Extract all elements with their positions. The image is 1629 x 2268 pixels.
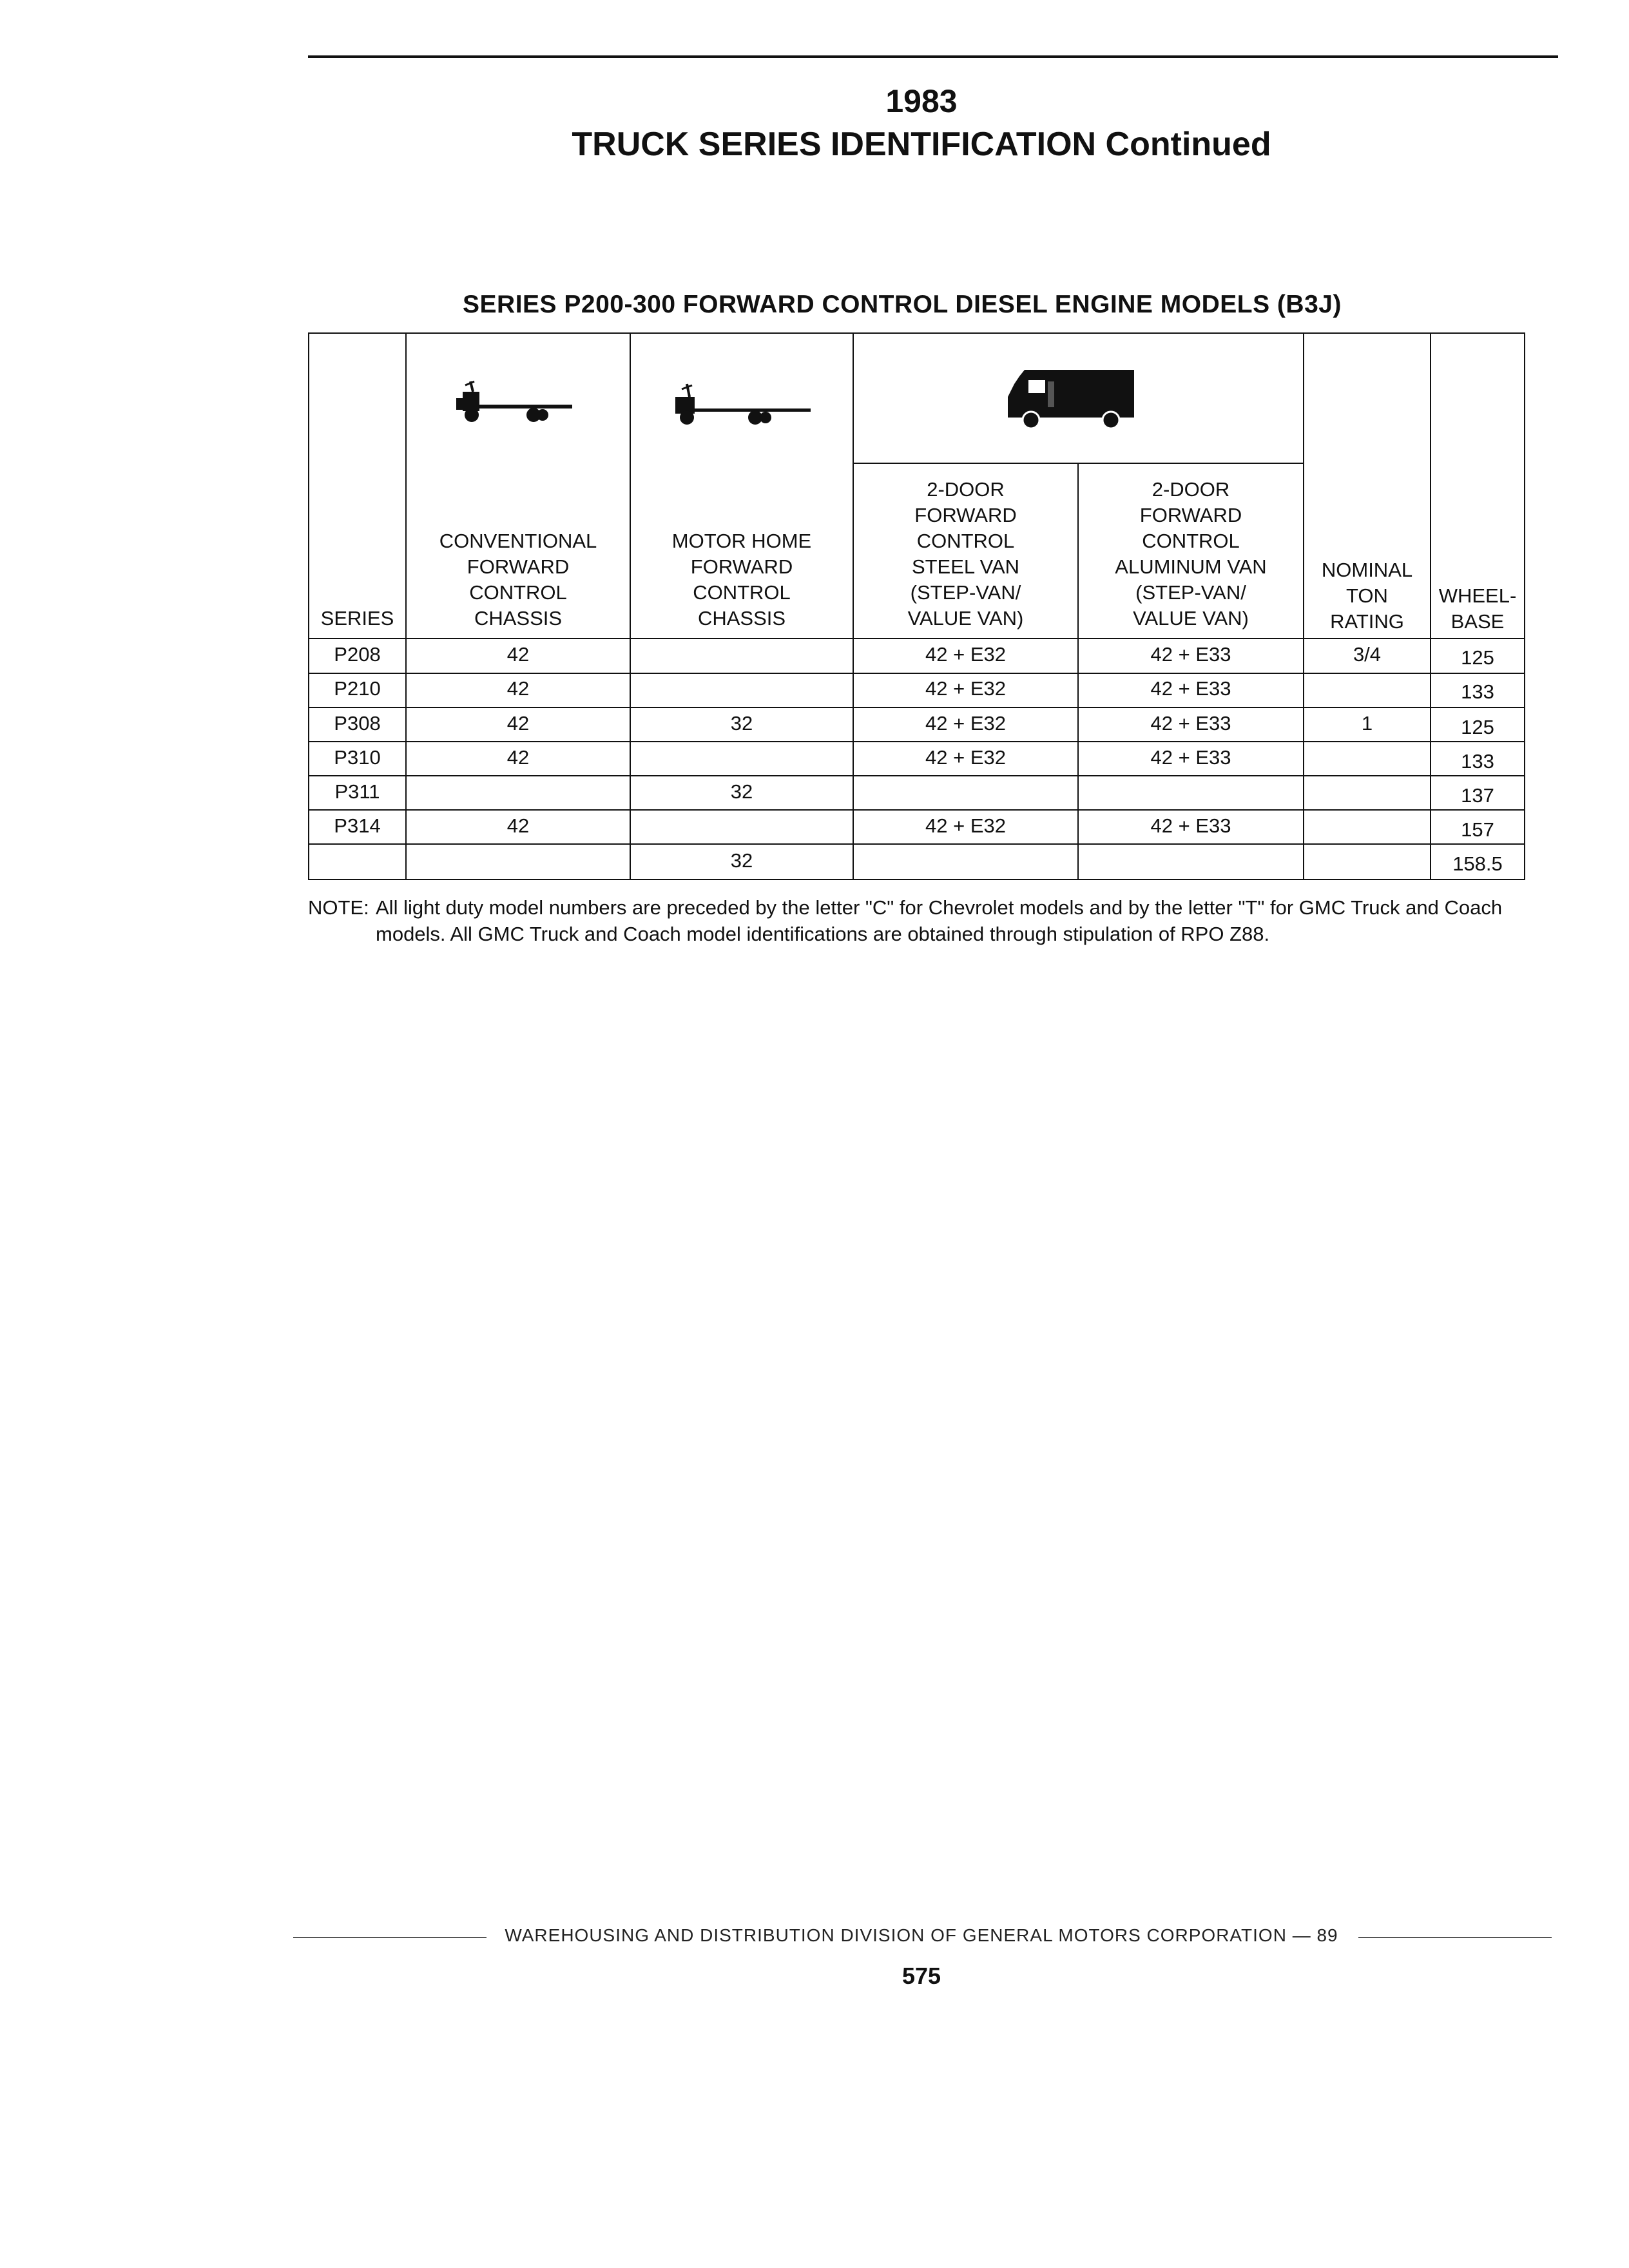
top-rule bbox=[308, 55, 1558, 58]
conventional-cell: 42 bbox=[506, 814, 530, 837]
ton-rating-cell: 3/4 bbox=[1353, 643, 1382, 666]
header-series: SERIES bbox=[320, 607, 394, 629]
ton-rating-cell: 1 bbox=[1361, 712, 1373, 735]
aluminum-van-cell: 42 + E33 bbox=[1150, 677, 1231, 700]
steel-van-cell: 42 + E32 bbox=[925, 677, 1006, 700]
wheelbase-cell: 158.5 bbox=[1452, 852, 1503, 875]
conventional-cell: 42 bbox=[506, 643, 530, 666]
page-number: 575 bbox=[901, 1963, 941, 1989]
aluminum-van-cell: 42 + E33 bbox=[1150, 814, 1231, 837]
wheelbase-cell: 157 bbox=[1461, 818, 1494, 841]
aluminum-van-cell: 42 + E33 bbox=[1150, 746, 1231, 769]
series-cell: P208 bbox=[334, 643, 381, 666]
header-motor-home: MOTOR HOME FORWARD CONTROL CHASSIS bbox=[671, 530, 812, 629]
motor-home-cell: 32 bbox=[730, 849, 753, 872]
header-steel-van: 2-DOOR FORWARD CONTROL STEEL VAN (STEP-VAN/ VALUE VAN) bbox=[907, 478, 1024, 629]
motor-home-cell: 32 bbox=[730, 780, 753, 803]
conventional-cell: 42 bbox=[506, 712, 530, 735]
header-aluminum-van: 2-DOOR FORWARD CONTROL ALUMINUM VAN (STEP-VAN/ VALUE VAN) bbox=[1115, 478, 1267, 629]
header-wheelbase: WHEEL- BASE bbox=[1438, 584, 1517, 633]
note-label: NOTE: bbox=[308, 896, 369, 919]
steel-van-cell: 42 + E32 bbox=[925, 712, 1006, 735]
series-cell: P210 bbox=[334, 677, 381, 700]
conventional-chassis-icon bbox=[451, 379, 574, 430]
aluminum-van-cell: 42 + E33 bbox=[1150, 643, 1231, 666]
wheelbase-cell: 125 bbox=[1461, 716, 1494, 738]
header-conventional: CONVENTIONAL FORWARD CONTROL CHASSIS bbox=[439, 530, 597, 629]
section-title: SERIES P200-300 FORWARD CONTROL DIESEL ENGINE MODELS (B3J) bbox=[463, 291, 1342, 318]
series-cell: P308 bbox=[334, 712, 381, 735]
wheelbase-cell: 133 bbox=[1461, 750, 1494, 773]
aluminum-van-cell: 42 + E33 bbox=[1150, 712, 1231, 735]
series-cell: P311 bbox=[334, 780, 380, 803]
series-cell: P310 bbox=[334, 746, 381, 769]
step-van-icon bbox=[1005, 365, 1141, 436]
conventional-cell: 42 bbox=[506, 677, 530, 700]
wheelbase-cell: 133 bbox=[1461, 680, 1494, 703]
conventional-cell: 42 bbox=[506, 746, 530, 769]
page-year: 1983 bbox=[885, 83, 958, 119]
steel-van-cell: 42 + E32 bbox=[925, 814, 1006, 837]
series-cell: P314 bbox=[334, 814, 381, 837]
motor-home-chassis-icon bbox=[670, 383, 812, 434]
steel-van-cell: 42 + E32 bbox=[925, 746, 1006, 769]
note-text: All light duty model numbers are preceded by the letter "C" for Chevrolet models and by the letter "T" for GMC Truck and Coach models. All GMC Truck and Coach model identifications are obtained through stipulation of RPO Z88. bbox=[376, 896, 1503, 945]
motor-home-cell: 32 bbox=[730, 712, 753, 735]
wheelbase-cell: 125 bbox=[1461, 646, 1494, 669]
steel-van-cell: 42 + E32 bbox=[925, 643, 1006, 666]
wheelbase-cell: 137 bbox=[1461, 784, 1494, 807]
page-title: TRUCK SERIES IDENTIFICATION Continued bbox=[572, 126, 1271, 163]
footer-text: WAREHOUSING AND DISTRIBUTION DIVISION OF GENERAL MOTORS CORPORATION — 89 bbox=[505, 1925, 1338, 1945]
header-ton-rating: NOMINAL TON RATING bbox=[1321, 559, 1413, 633]
